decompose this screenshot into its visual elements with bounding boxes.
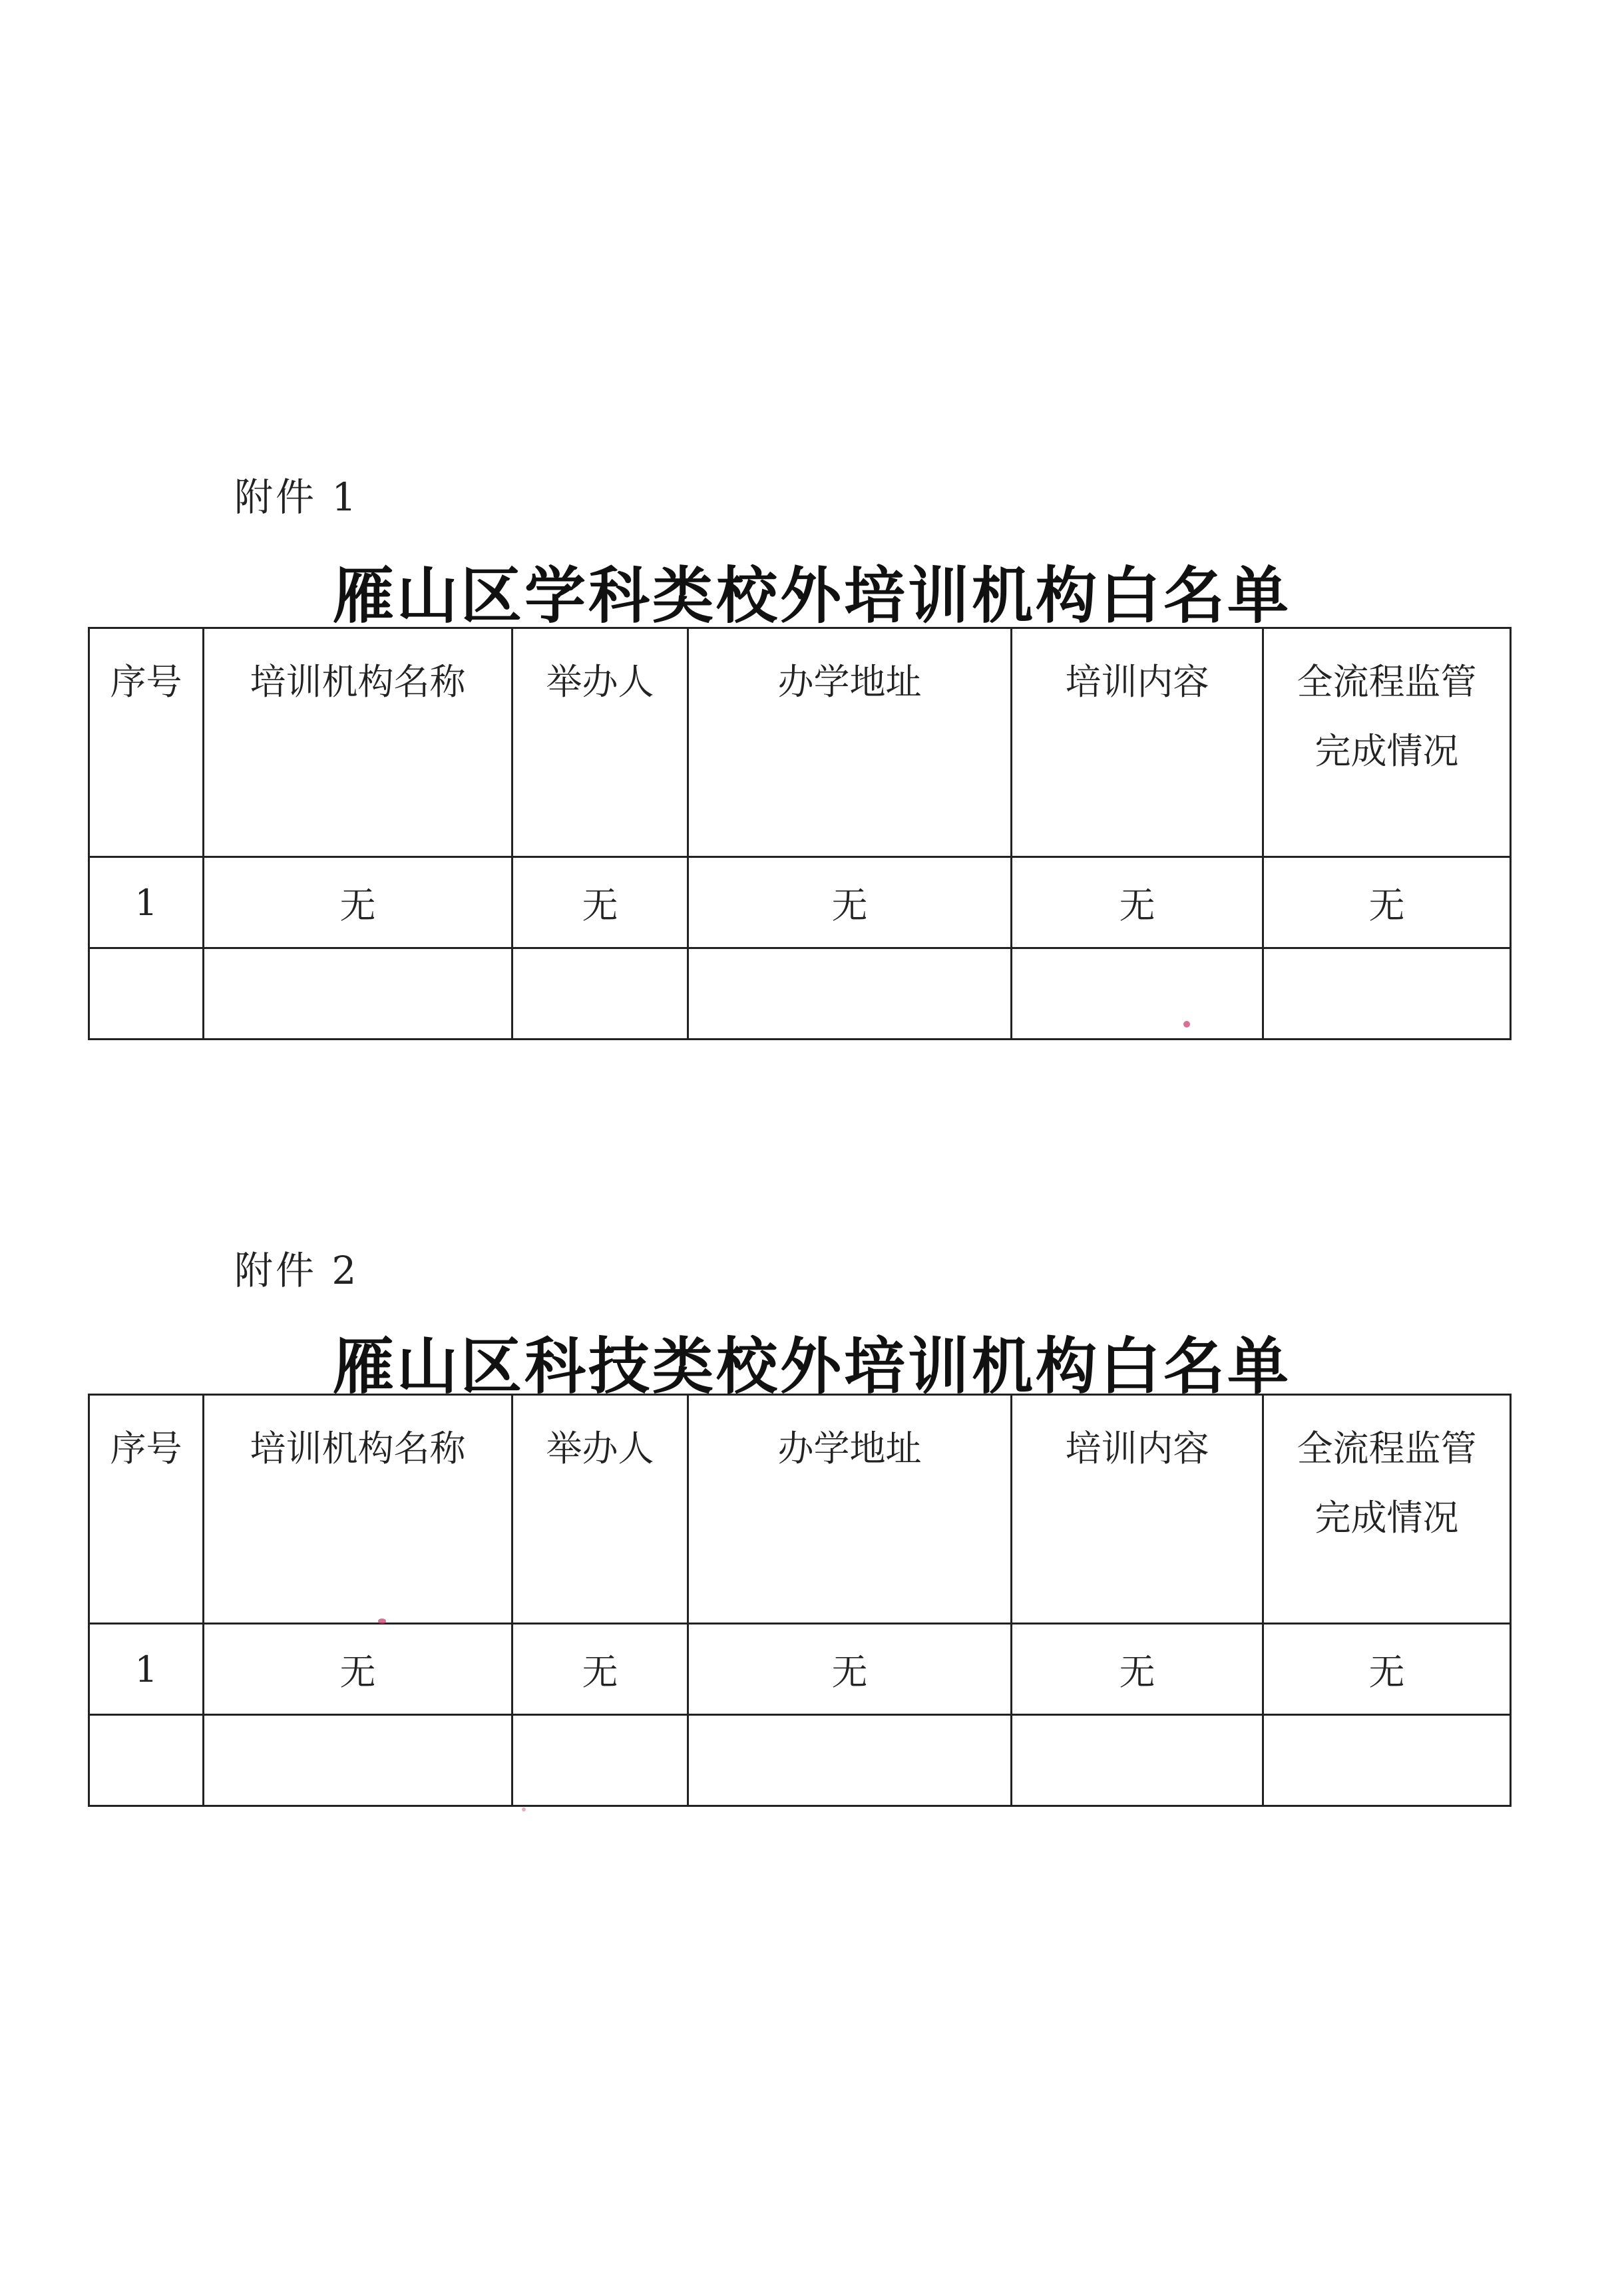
cell-seq: 1 xyxy=(89,1624,204,1715)
empty-cell xyxy=(204,1715,512,1806)
cell-content: 无 xyxy=(1012,857,1263,948)
empty-cell xyxy=(89,1715,204,1806)
header-status-line2: 完成情况 xyxy=(1315,730,1459,772)
empty-cell xyxy=(512,948,688,1040)
header-holder: 举办人 xyxy=(512,628,688,857)
header-status-line1: 全流程监管 xyxy=(1297,1428,1477,1469)
attachment-label: 附件 2 xyxy=(234,1248,359,1293)
empty-cell xyxy=(1263,1715,1511,1806)
header-status xyxy=(1263,1395,1511,1624)
empty-cell xyxy=(1012,948,1263,1040)
header-name: 培训机构名称 xyxy=(204,628,512,857)
header-content: 培训内容 xyxy=(1012,1395,1263,1624)
header-status-line1: 全流程监管 xyxy=(1297,661,1477,703)
header-content: 培训内容 xyxy=(1012,628,1263,857)
scan-speck xyxy=(522,1808,526,1812)
empty-cell xyxy=(512,1715,688,1806)
header-status xyxy=(1263,628,1511,857)
whitelist-table xyxy=(88,1394,1512,1807)
whitelist-table xyxy=(88,627,1512,1040)
cell-holder: 无 xyxy=(512,1624,688,1715)
table-header-row xyxy=(89,1395,1511,1624)
header-address: 办学地址 xyxy=(688,1395,1012,1624)
scan-speck xyxy=(1183,1021,1190,1028)
empty-cell xyxy=(1012,1715,1263,1806)
table-row-empty xyxy=(89,1715,1511,1806)
empty-cell xyxy=(204,948,512,1040)
header-address: 办学地址 xyxy=(688,628,1012,857)
header-name: 培训机构名称 xyxy=(204,1395,512,1624)
cell-status: 无 xyxy=(1263,1624,1511,1715)
cell-address: 无 xyxy=(688,1624,1012,1715)
cell-content: 无 xyxy=(1012,1624,1263,1715)
document-title: 雁山区学科类校外培训机构白名单 xyxy=(332,560,1291,632)
header-status-line2: 完成情况 xyxy=(1315,1497,1459,1539)
header-seq: 序号 xyxy=(89,1395,204,1624)
cell-holder: 无 xyxy=(512,857,688,948)
empty-cell xyxy=(89,948,204,1040)
table-row xyxy=(89,1624,1511,1715)
empty-cell xyxy=(688,1715,1012,1806)
document-title: 雁山区科技类校外培训机构白名单 xyxy=(332,1331,1291,1402)
cell-seq: 1 xyxy=(89,857,204,948)
cell-name: 无 xyxy=(204,857,512,948)
empty-cell xyxy=(688,948,1012,1040)
empty-cell xyxy=(1263,948,1511,1040)
table-row xyxy=(89,857,1511,948)
table-header-row xyxy=(89,628,1511,857)
scan-speck xyxy=(378,1619,386,1624)
cell-name: 无 xyxy=(204,1624,512,1715)
attachment-label: 附件 1 xyxy=(234,475,359,520)
header-seq: 序号 xyxy=(89,628,204,857)
cell-address: 无 xyxy=(688,857,1012,948)
table-row-empty xyxy=(89,948,1511,1040)
cell-status: 无 xyxy=(1263,857,1511,948)
header-holder: 举办人 xyxy=(512,1395,688,1624)
